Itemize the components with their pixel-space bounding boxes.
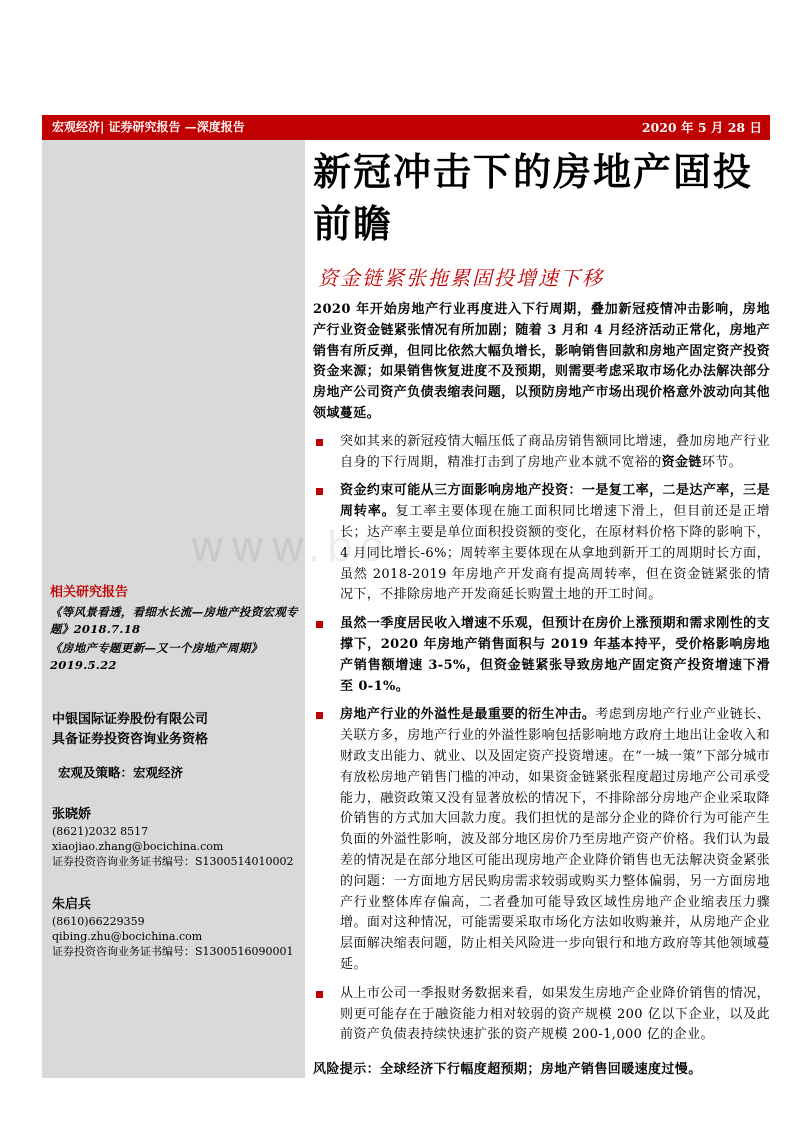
bullet-square-icon <box>316 621 323 628</box>
key-point-text: 从上市公司一季报财务数据来看，如果发生房地产企业降价销售的情况，则更可能存在于融资能力相对较弱的资产规模 200 亿以下企业，以及此前资产负债表持续快速扩张的资产规模 200-1,000 亿的企业。 <box>340 985 770 1043</box>
sidebar <box>42 140 305 1078</box>
key-point-text: 复工率主要体现在施工面积同比增速下滑上，但目前还是正增长；达产率主要是单位面积投资额的变化，在原材料价格下降的影响下，4 月同比增长-6%；周转率主要体现在从拿地到新开工的周期时长方面，虽然 2018-2019 年房地产开发商有提高周转率，但在资金链紧张的情况下，不排除房地产开发商延长购置土地的开工时间。 <box>340 504 770 603</box>
company-info <box>52 710 302 750</box>
key-point-text: 考虑到房地产行业产业链长、关联方多，房地产行业的外溢性影响包括影响地方政府土地出让金收入和财政支出能力、就业、以及固定资产投资增速。在“一城一策”下部分城市有放松房地产销售门槛的冲动，如果资金链紧张程度超过房地产公司承受能力，融资政策又没有显著放松的情况下，不排除部分房地产企业采取降价销售的方式加大回款力度。我们担忧的是部分企业的降价行为可能产生负面的外溢性影响，波及部分地区房价乃至房地产资产价格。我们认为最差的情况是在部分地区可能出现房地产企业降价销售也无法解决资金紧张的问题：一方面地方居民购房需求较弱或购买力整体偏弱，另一方面房地产行业整体库存偏高，二者叠加可能导致区域性房地产企业缩表压力骤增。面对这种情况，可能需要采取市场化方法如收购兼并，从房地产企业层面解决缩表问题，防止相关风险进一步向银行和地方政府等其他领域蔓延。 <box>340 707 770 972</box>
analyst-name: 张晓娇 <box>52 807 92 822</box>
risk-warning: 风险提示：全球经济下行幅度超预期；房地产销售回暖速度过慢。 <box>313 1062 702 1078</box>
key-point <box>313 984 770 1046</box>
key-points-list <box>313 432 770 1046</box>
analyst-email: xiaojiao.zhang@bocichina.com <box>52 840 224 853</box>
report-title-line-2: 前瞻 <box>313 201 394 246</box>
related-reports-title: 相关研究报告 <box>50 585 129 600</box>
bullet-square-icon <box>316 488 323 495</box>
report-subtitle: 资金链紧张拖累固投增速下移 <box>318 266 604 290</box>
key-point-lead: 房地产行业的外溢性是最重要的衍生冲击。 <box>340 707 596 723</box>
company-name: 中银国际证券股份有限公司 <box>52 712 209 727</box>
analyst-phone: (8621)2032 8517 <box>52 825 149 838</box>
key-point-emphasis: 资金链 <box>661 454 702 470</box>
analyst-card <box>52 805 302 869</box>
key-point <box>313 481 770 606</box>
main-content <box>313 146 770 1081</box>
analyst-license: 证券投资咨询业务证书编号：S1300514010002 <box>52 855 294 868</box>
analyst-license: 证券投资咨询业务证书编号：S1300516090001 <box>52 945 294 958</box>
report-header-bar <box>42 115 770 140</box>
key-point <box>313 432 770 474</box>
bullet-square-icon <box>316 712 323 719</box>
report-category: 宏观经济| 证券研究报告 —深度报告 <box>52 120 245 134</box>
company-qualification: 具备证券投资咨询业务资格 <box>52 732 209 747</box>
analyst-name: 朱启兵 <box>52 897 92 912</box>
strategy-category: 宏观及策略：宏观经济 <box>58 765 184 780</box>
related-report-item: 《等风景看透，看细水长流—房地产投资宏观专题》2018.7.18 <box>50 605 298 636</box>
analyst-email: qibing.zhu@bocichina.com <box>52 930 203 943</box>
bullet-square-icon <box>316 439 323 446</box>
bullet-square-icon <box>316 991 323 998</box>
key-point-text: 突如其来的新冠疫情大幅压低了商品房销售额同比增速，叠加房地产行业自身的下行周期，精准打击到了房地产业本就不宽裕的 <box>340 433 770 470</box>
key-point-lead: 资金约束可能从三方面影响房地产投资：一是复工率，二是达产率，三是周转率。 <box>340 483 770 520</box>
analyst-card <box>52 895 302 959</box>
report-title-line-1: 新冠冲击下的房地产固投 <box>313 149 754 194</box>
report-date: 2020 年 5 月 28 日 <box>641 120 762 135</box>
summary-paragraph: 2020 年开始房地产行业再度进入下行周期，叠加新冠疫情冲击影响，房地产行业资金链紧张情况有所加剧；随着 3 月和 4 月经济活动正常化，房地产销售有所反弹，但同比依然大幅负增长，影响销售回款和房地产固定资产投资资金来源；如果销售恢复进度不及预期，则需要考虑采取市场化办法解决部分房地产公司资产负债表缩表问题，以预防房地产市场出现价格意外波动向其他领域蔓延。 <box>313 302 770 421</box>
related-report-item: 《房地产专题更新—又一个房地产周期》2019.5.22 <box>50 641 263 672</box>
key-point-lead: 虽然一季度居民收入增速不乐观，但预计在房价上涨预期和需求刚性的支撑下，2020 年房地产销售面积与 2019 年基本持平，受价格影响房地产销售额增速 3-5%，但资金链紧张导致房地产固定资产投资增速下滑至 0-1%。 <box>340 616 770 694</box>
analyst-phone: (8610)66229359 <box>52 915 145 928</box>
key-point <box>313 614 770 697</box>
key-point-text: 环节。 <box>701 454 743 470</box>
key-point <box>313 705 770 975</box>
report-title <box>313 146 770 250</box>
